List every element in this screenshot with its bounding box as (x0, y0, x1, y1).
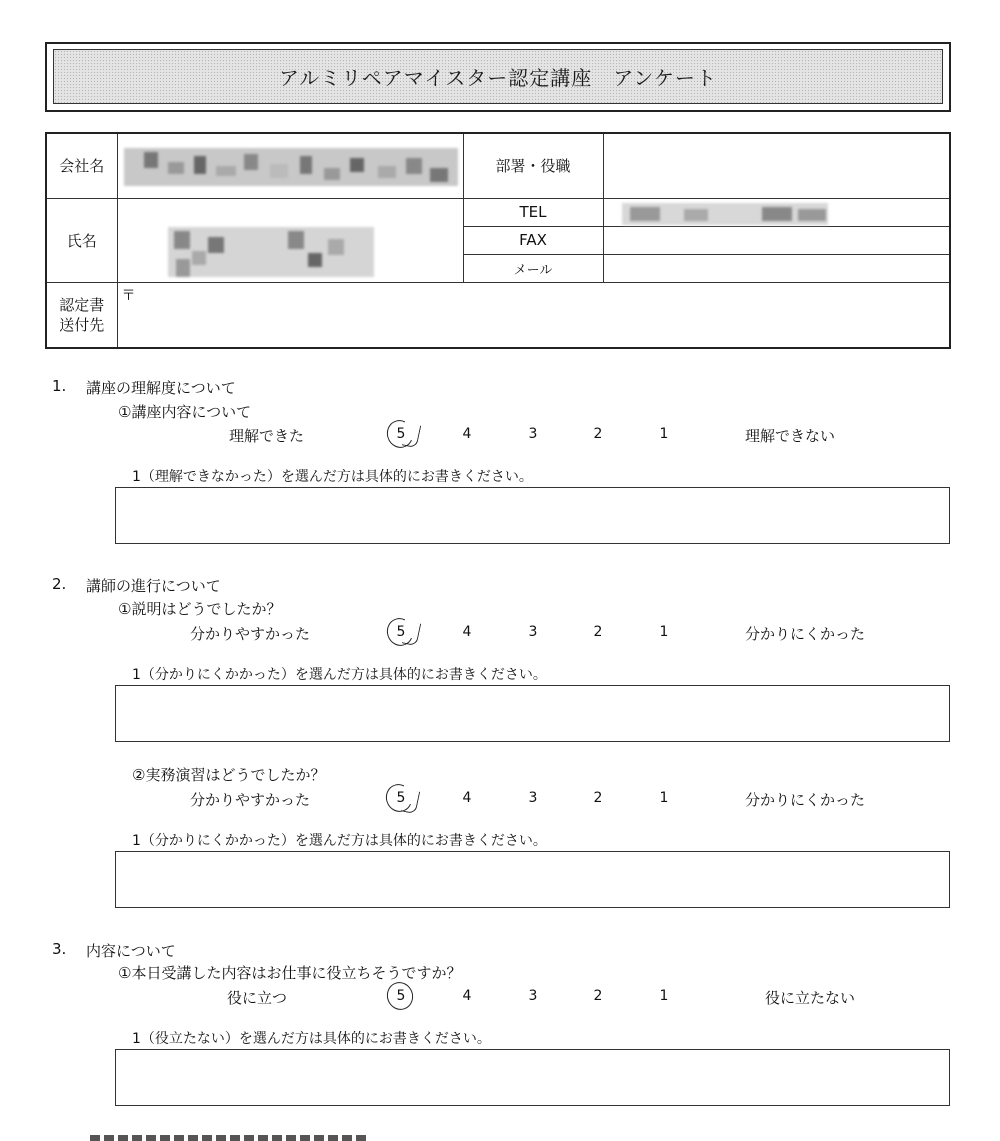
q2-2-selected-tail (401, 789, 420, 815)
q1-1-opt-1[interactable]: 1 (659, 426, 669, 442)
q3-1-comment-box[interactable] (115, 1049, 950, 1106)
q2-1-right-label: 分かりにくかった (745, 625, 866, 643)
cutoff-next-line (90, 1135, 370, 1141)
q1-1-label: ①講座内容について (118, 403, 252, 421)
q1-1-opt-2[interactable]: 2 (593, 426, 603, 442)
q2-2-opt-3[interactable]: 3 (528, 790, 538, 806)
mail-field[interactable] (603, 254, 950, 282)
q2-2-note: 1（分かりにくかかった）を選んだ方は具体的にお書きください。 (132, 833, 547, 849)
company-redacted (124, 148, 458, 186)
q1-1-comment-box[interactable] (115, 487, 950, 544)
name-redacted (168, 227, 374, 277)
q2-1-opt-4[interactable]: 4 (462, 624, 472, 640)
fax-label: FAX (463, 226, 603, 254)
q1-1-selected-tail (402, 423, 421, 449)
q3-1-opt-5[interactable]: 5 (396, 988, 406, 1004)
section-1-number: 1. (52, 377, 67, 395)
q3-1-opt-1[interactable]: 1 (659, 988, 669, 1004)
q2-1-note: 1（分かりにくかかった）を選んだ方は具体的にお書きください。 (132, 667, 547, 683)
q2-1-opt-2[interactable]: 2 (593, 624, 603, 640)
q3-1-selected-circle (383, 978, 417, 1013)
address-field[interactable] (117, 282, 950, 348)
q2-1-opt-1[interactable]: 1 (659, 624, 669, 640)
q2-2-comment-box[interactable] (115, 851, 950, 908)
title-frame (45, 42, 951, 112)
q2-2-opt-1[interactable]: 1 (659, 790, 669, 806)
name-field[interactable] (117, 198, 463, 282)
q1-1-left-label: 理解できた (229, 427, 305, 445)
fax-field[interactable] (603, 226, 950, 254)
q2-2-left-label: 分かりやすかった (190, 791, 311, 809)
section-1-heading: 講座の理解度について (86, 379, 236, 397)
company-label: 会社名 (46, 133, 117, 198)
q3-1-label: ①本日受講した内容はお仕事に役立ちそうですか？ (118, 964, 462, 982)
section-3-heading: 内容について (86, 942, 176, 960)
tel-field[interactable] (603, 198, 950, 226)
q2-1-label: ①説明はどうでしたか？ (118, 600, 282, 618)
postal-mark: 〒 (121, 287, 136, 304)
q2-1-opt-5[interactable]: 5 (396, 624, 406, 640)
mail-label: メール (463, 254, 603, 282)
section-2-heading: 講師の進行について (86, 577, 221, 595)
q3-1-right-label: 役に立たない (765, 989, 856, 1007)
q3-1-opt-2[interactable]: 2 (593, 988, 603, 1004)
q3-1-opt-4[interactable]: 4 (462, 988, 472, 1004)
q1-1-right-label: 理解できない (745, 427, 836, 445)
dept-label: 部署・役職 (463, 133, 603, 198)
dept-field[interactable] (603, 133, 950, 198)
q2-1-opt-3[interactable]: 3 (528, 624, 538, 640)
q2-2-opt-4[interactable]: 4 (462, 790, 472, 806)
name-label: 氏名 (46, 198, 117, 282)
q2-1-left-label: 分かりやすかった (190, 625, 311, 643)
q3-1-left-label: 役に立つ (227, 989, 288, 1007)
q1-1-opt-4[interactable]: 4 (462, 426, 472, 442)
respondent-info-table (45, 132, 951, 349)
survey-title: アルミリペアマイスター認定講座 アンケート (53, 49, 943, 104)
q2-2-opt-5[interactable]: 5 (396, 790, 406, 806)
q1-1-note: 1（理解できなかった）を選んだ方は具体的にお書きください。 (132, 469, 533, 485)
q2-2-right-label: 分かりにくかった (745, 791, 866, 809)
q2-1-selected-tail (402, 621, 421, 647)
q1-1-opt-3[interactable]: 3 (528, 426, 538, 442)
q1-1-opt-5[interactable]: 5 (396, 426, 406, 442)
q2-2-opt-2[interactable]: 2 (593, 790, 603, 806)
section-3-number: 3. (52, 940, 67, 958)
q2-2-label: ②実務演習はどうでしたか？ (132, 766, 326, 784)
tel-redacted (622, 203, 828, 225)
q3-1-note: 1（役立たない）を選んだ方は具体的にお書きください。 (132, 1031, 491, 1047)
q3-1-opt-3[interactable]: 3 (528, 988, 538, 1004)
q2-1-comment-box[interactable] (115, 685, 950, 742)
tel-label: TEL (463, 198, 603, 226)
address-label: 認定書送付先 (46, 282, 117, 348)
company-field[interactable] (117, 133, 463, 198)
section-2-number: 2. (52, 575, 67, 593)
